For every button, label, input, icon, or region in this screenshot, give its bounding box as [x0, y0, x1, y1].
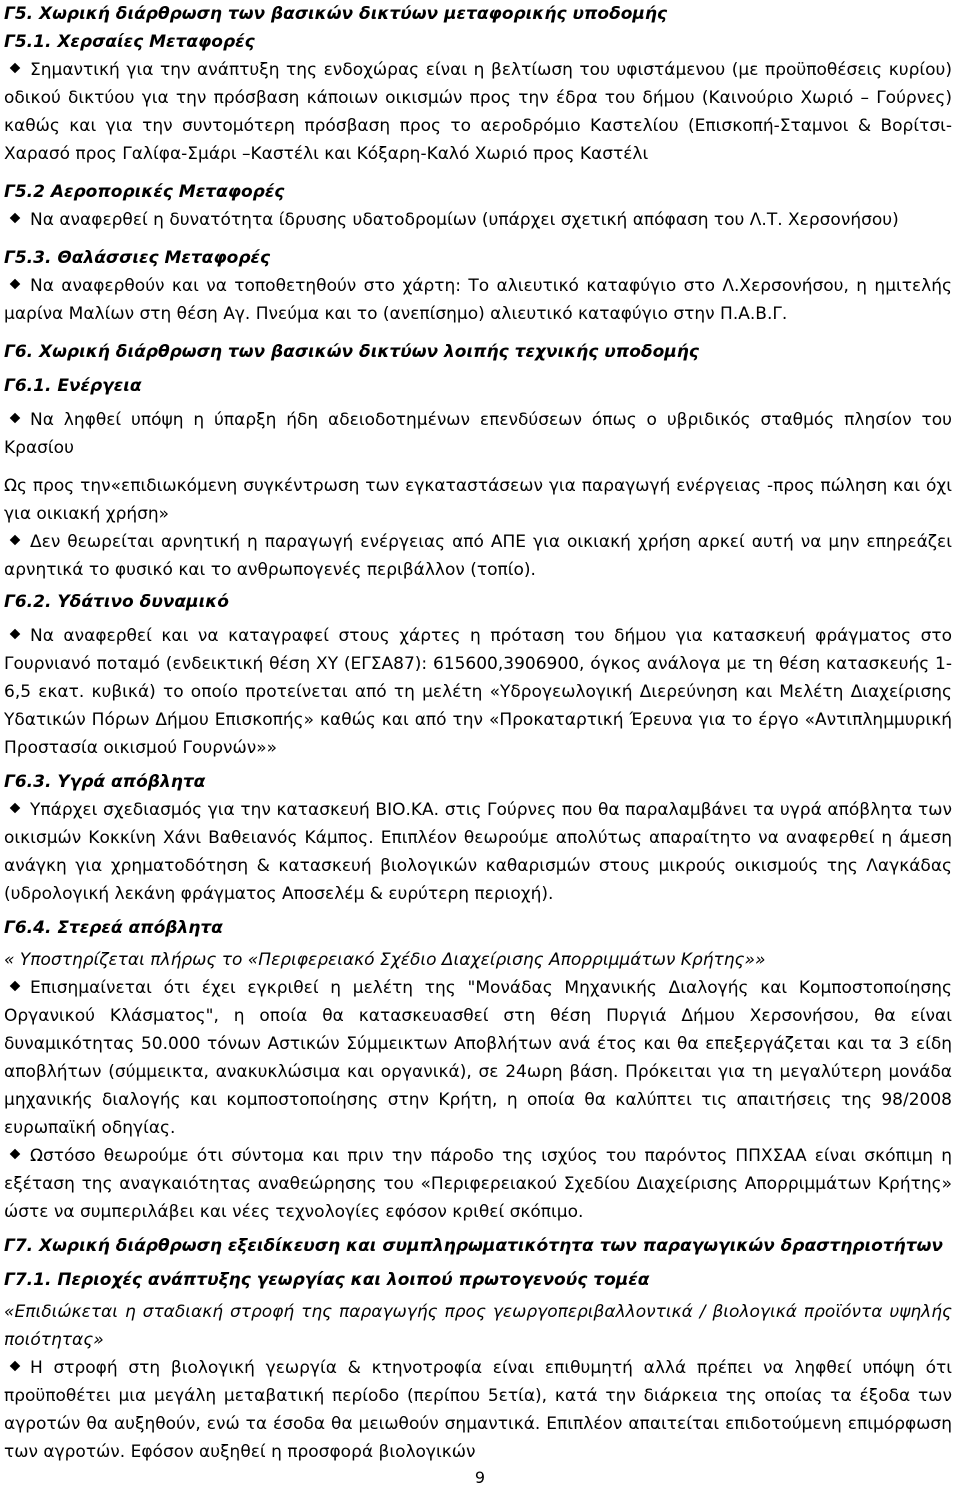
diamond-bullet-icon	[10, 1361, 21, 1372]
g7-1-bullet-text: Η στροφή στη βιολογική γεωργία & κτηνοτροφία είναι επιθυμητή αλλά πρέπει να ληφθεί υπόψη ότι προϋποθέτει μια μεγάλη μεταβατική περίοδο (περίπου 5ετία), κατά την διάρκεια της οποίας τα έξοδα των αγροτών θα αυξηθούν, ενώ τα έσοδα θα μειωθούν σημαντικά. Επιπλέον απαιτείται επιδοτούμενη επιμόρφωση των αγροτών. Εφόσον αυξηθεί η προσφορά βιολογικών	[4, 1358, 952, 1462]
diamond-bullet-icon	[10, 803, 21, 814]
g6-4-bullet-1-text: Επισημαίνεται ότι έχει εγκριθεί η μελέτη της "Μονάδας Μηχανικής Διαλογής και Κομποστοποίησης Οργανικού Κλάσματος", η οποία θα κατασκευασθεί στη θέση Πυργιά Δήμου Χερσονήσου, θα είναι δυναμικότητας 50.000 τόνων Αστικών Σύμμεικτων Αποβλήτων ανά έτος και θα επεξεργάζεται και τα 3 είδη αποβλήτων (σύμμεικτα, ανακυκλώσιμα και οργανικά), σε 24ωρη βάση. Πρόκειται για τη μεγαλύτερη μονάδα μηχανικής διαλογής και κομποστοποίησης στην Κρήτη, η οποία θα καλύπτει τις απαιτήσεις της 98/2008 ευρωπαϊκή οδηγίας.	[4, 978, 952, 1138]
g6-4-bullet-2-text: Ωστόσο θεωρούμε ότι σύντομα και πριν την πάροδο της ισχύος του παρόντος ΠΠΧΣΑΑ είναι σκόπιμη η εξέταση της αναγκαιότητας αναθεώρησης του «Περιφερειακού Σχεδίου Διαχείρισης Απορριμμάτων Κρήτης» ώστε να συμπεριλάβει και νέες τεχνολογίες εφόσον κριθεί σκόπιμο.	[4, 1146, 952, 1222]
section-g5-1-title: Γ5.1. Χερσαίες Μεταφορές	[4, 32, 255, 52]
diamond-bullet-icon	[10, 535, 21, 546]
g6-1-bullet-2	[4, 528, 952, 584]
diamond-bullet-icon	[10, 63, 21, 74]
section-g6-1-title: Γ6.1. Ενέργεια	[4, 376, 142, 396]
g6-4-quote: « Υποστηρίζεται πλήρως το «Περιφερειακό Σχέδιο Διαχείρισης Απορριμμάτων Κρήτης»»	[4, 950, 766, 970]
diamond-bullet-icon	[10, 629, 21, 640]
diamond-bullet-icon	[10, 213, 21, 224]
g6-1-bullet-2-text: Δεν θεωρείται αρνητική η παραγωγή ενέργειας από ΑΠΕ για οικιακή χρήση αρκεί αυτή να μην επηρεάζει αρνητικά το φυσικό και το ανθρωπογενές περιβάλλον (τοπίο).	[4, 532, 952, 580]
g5-2-bullet	[4, 206, 952, 234]
section-g5-title: Γ5. Χωρική διάρθρωση των βασικών δικτύων μεταφορικής υποδομής	[4, 4, 668, 24]
g6-3-bullet	[4, 796, 952, 908]
diamond-bullet-icon	[10, 1149, 21, 1160]
g6-1-bullet-1	[4, 406, 952, 462]
g7-1-quote: «Επιδιώκεται η σταδιακή στροφή της παραγωγής προς γεωργοπεριβαλλοντικά / βιολογικά προϊόντα υψηλής ποιότητας»	[4, 1302, 952, 1350]
section-g5-2-title: Γ5.2 Αεροπορικές Μεταφορές	[4, 182, 285, 202]
diamond-bullet-icon	[10, 279, 21, 290]
section-g6-title: Γ6. Χωρική διάρθρωση των βασικών δικτύων λοιπής τεχνικής υποδομής	[4, 342, 699, 362]
diamond-bullet-icon	[10, 981, 21, 992]
section-g6-4-title: Γ6.4. Στερεά απόβλητα	[4, 918, 223, 938]
g6-2-bullet-text: Να αναφερθεί και να καταγραφεί στους χάρτες η πρόταση του δήμου για κατασκευή φράγματος στο Γουρνιανό ποταμό (ενδεικτική θέση ΧΥ (ΕΓΣΑ87): 615600,3906900, όγκος ανάλογα με τη θέση κατασκευής 1-6,5 εκατ. κυβικά) το οποίο προτείνεται από τη μελέτη «Υδρογεωλογική Διερεύνηση και Μελέτη Διαχείρισης Υδατικών Πόρων Δήμου Επισκοπής» καθώς και από την «Προκαταρτική Έρευνα για το έργο «Αντιπλημμυρική Προστασία οικισμού Γουρνών»»	[4, 626, 952, 758]
g6-4-bullet-2	[4, 1142, 952, 1226]
diamond-bullet-icon	[10, 413, 21, 424]
g5-2-bullet-text: Να αναφερθεί η δυνατότητα ίδρυσης υδατοδρομίων (υπάρχει σχετική απόφαση του Λ.Τ. Χερσονήσου)	[30, 210, 899, 230]
g6-4-bullet-1	[4, 974, 952, 1142]
section-g7-1-title: Γ7.1. Περιοχές ανάπτυξης γεωργίας και λοιπού πρωτογενούς τομέα	[4, 1270, 650, 1290]
section-g5-3-title: Γ5.3. Θαλάσσιες Μεταφορές	[4, 248, 271, 268]
section-g6-3-title: Γ6.3. Υγρά απόβλητα	[4, 772, 206, 792]
g6-1-bullet-1-text: Να ληφθεί υπόψη η ύπαρξη ήδη αδειοδοτημένων επενδύσεων όπως ο υβριδικός σταθμός πλησίον του Κρασίου	[4, 410, 952, 458]
page-number: 9	[474, 1468, 486, 1487]
g5-1-bullet	[4, 56, 952, 168]
section-g6-2-title: Γ6.2. Υδάτινο δυναμικό	[4, 592, 229, 612]
section-g7-title: Γ7. Χωρική διάρθρωση εξειδίκευση και συμπληρωματικότητα των παραγωγικών δραστηριοτήτων	[4, 1236, 943, 1256]
g6-3-bullet-text: Υπάρχει σχεδιασμός για την κατασκευή ΒΙΟ.ΚΑ. στις Γούρνες που θα παραλαμβάνει τα υγρά απόβλητα των οικισμών Κοκκίνη Χάνι Βαθειανός Κάμπος. Επιπλέον θεωρούμε απολύτως απαραίτητο να αναφερθεί η άμεση ανάγκη για χρηματοδότηση & κατασκευή βιολογικών καθαρισμών στους μικρούς οικισμούς της Λαγκάδας (υδρολογική λεκάνη φράγματος Αποσελέμ & ευρύτερη περιοχή).	[4, 800, 952, 904]
g7-1-bullet	[4, 1354, 952, 1466]
g6-2-bullet	[4, 622, 952, 762]
g5-3-bullet	[4, 272, 952, 328]
g5-3-bullet-text: Να αναφερθούν και να τοποθετηθούν στο χάρτη: Το αλιευτικό καταφύγιο στο Λ.Χερσονήσου, η ημιτελής μαρίνα Μαλίων στη θέση Αγ. Πνεύμα και το (ανεπίσημο) αλιευτικό καταφύγιο στην Π.Α.Β.Γ.	[4, 276, 952, 324]
g6-1-paragraph: Ως προς την«επιδιωκόμενη συγκέντρωση των εγκαταστάσεων για παραγωγή ενέργειας -προς πώληση και όχι για οικιακή χρήση»	[4, 476, 952, 524]
g5-1-bullet-text: Σημαντική για την ανάπτυξη της ενδοχώρας είναι η βελτίωση του υφιστάμενου (με προϋποθέσεις κυρίου) οδικού δικτύου για την πρόσβαση κάποιων οικισμών προς την έδρα του δήμου (Καινούριο Χωριό – Γούρνες) καθώς και για την συντομότερη πρόσβαση προς το αεροδρόμιο Καστελίου (Επισκοπή-Σταμνοι & Βορίτσι-Χαρασό προς Γαλίφα-Σμάρι –Καστέλι και Κόξαρη-Καλό Χωριό προς Καστέλι	[4, 60, 952, 164]
